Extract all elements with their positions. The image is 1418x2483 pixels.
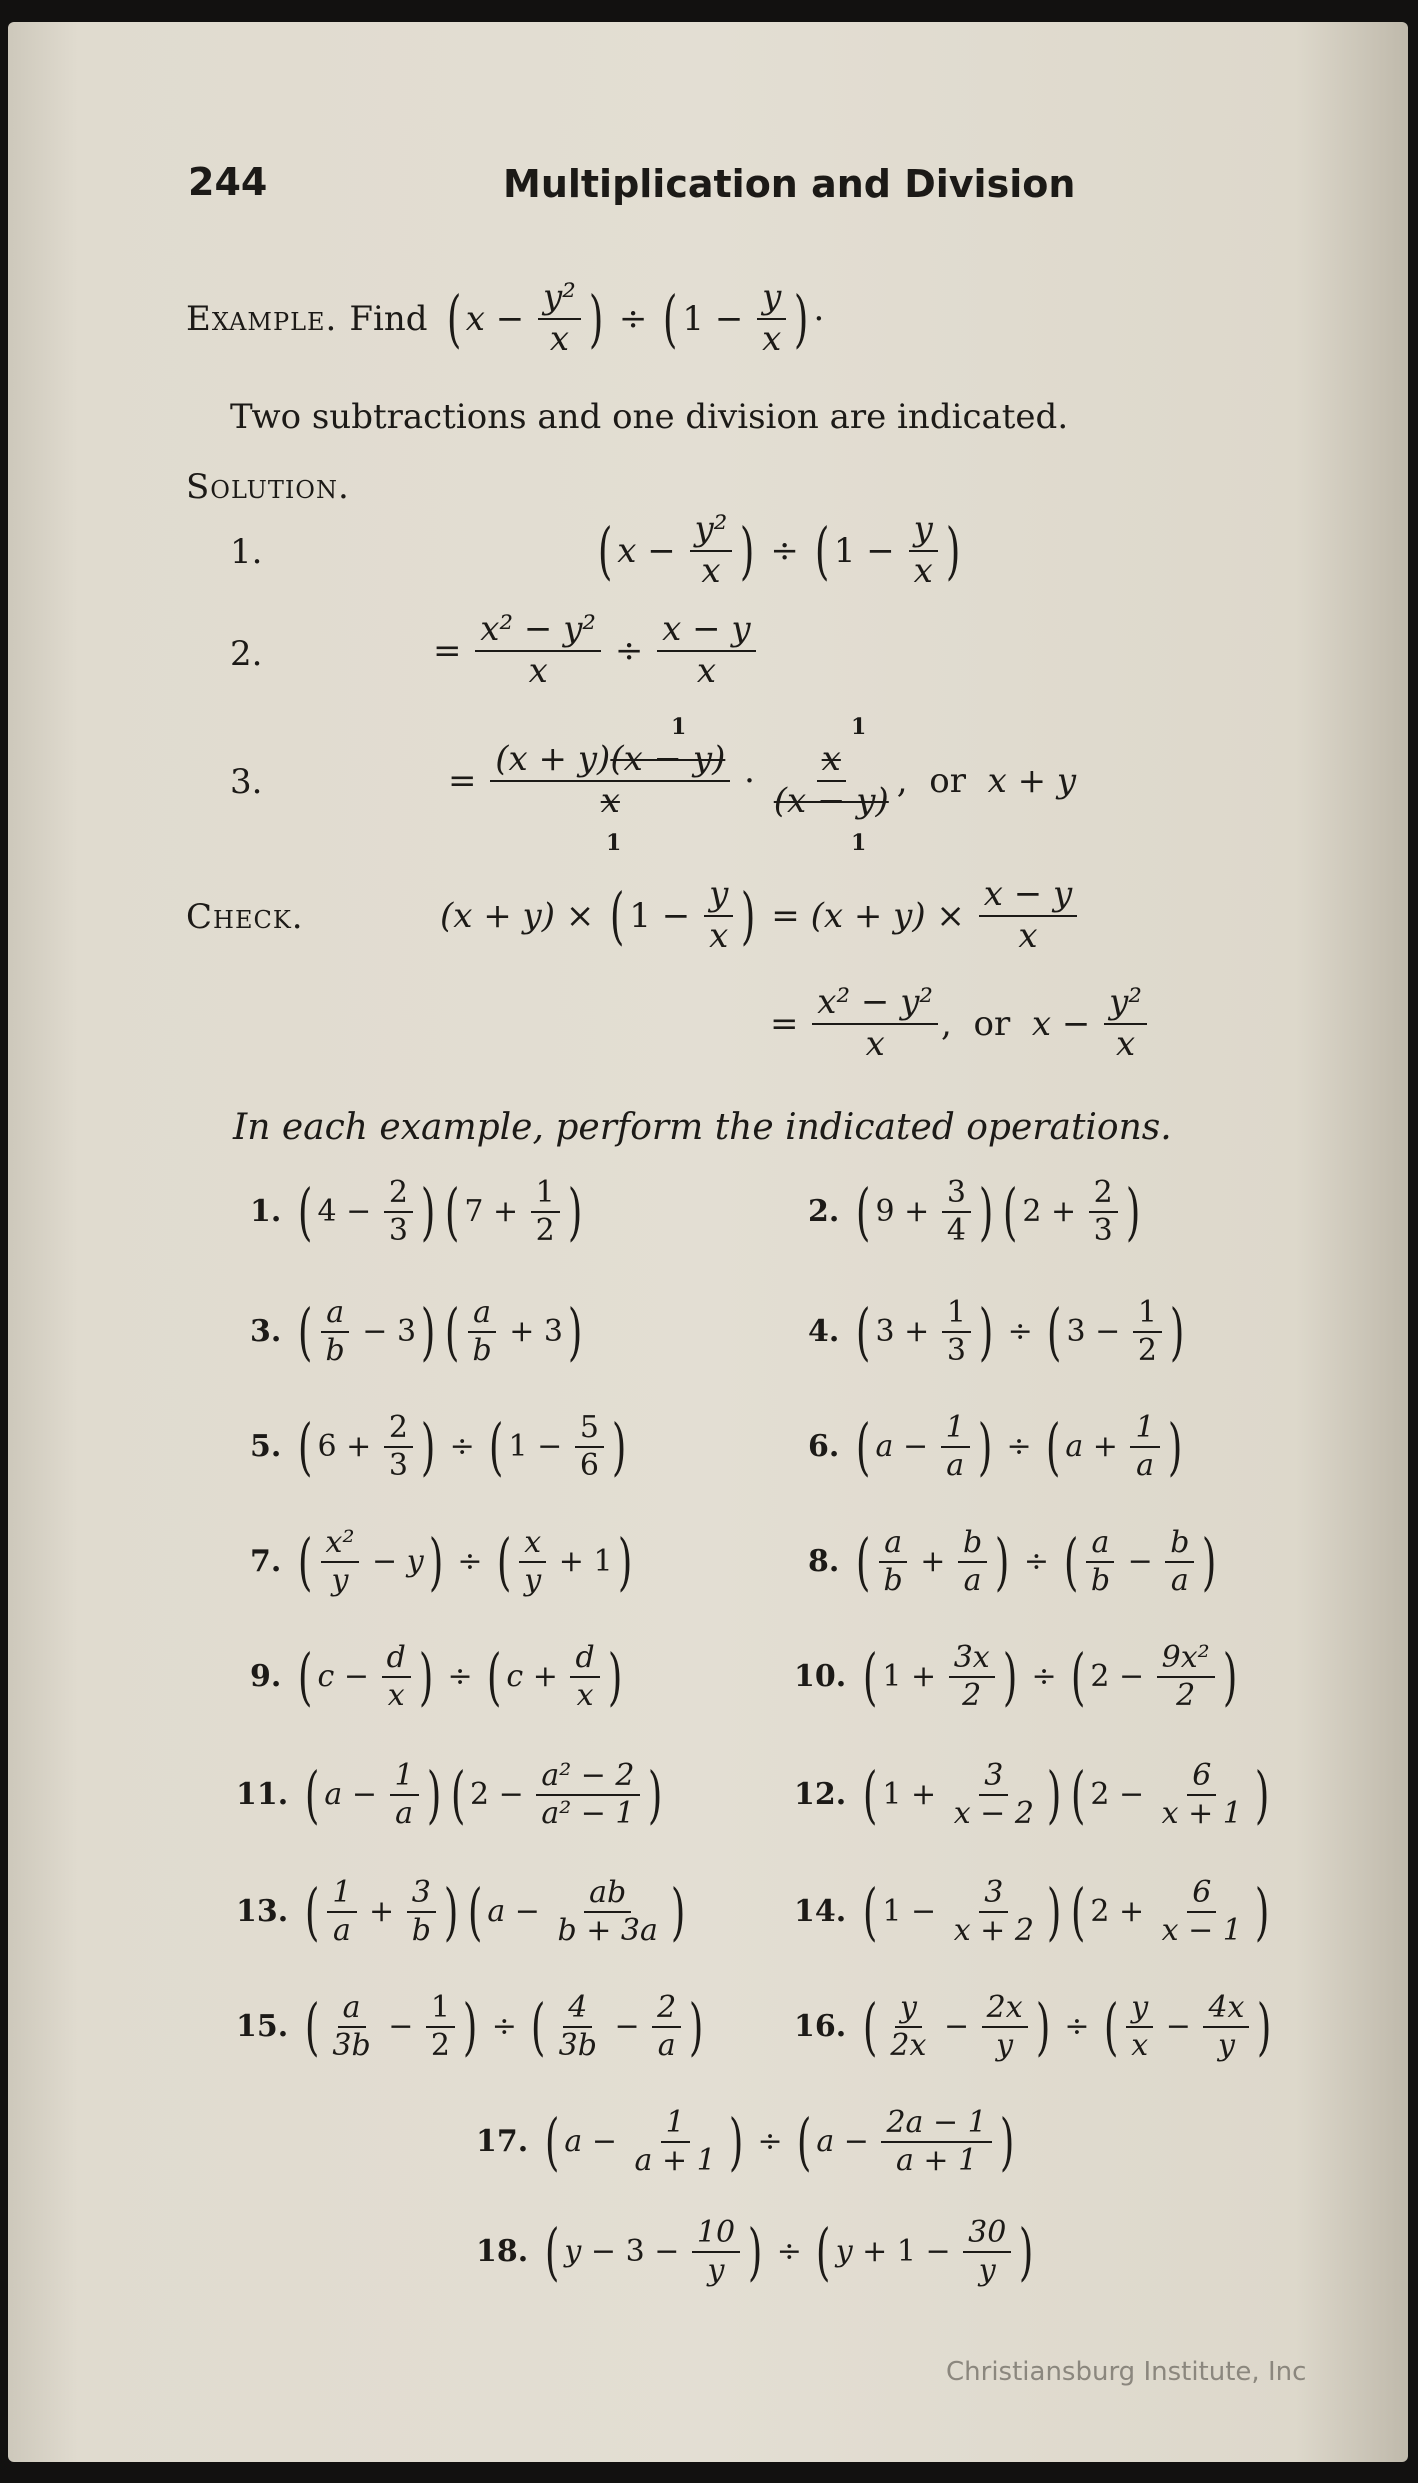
- exercise-item: 7. ( $\frac{\text{x²}}{y}$ − y ) ÷ ( $\frac{x}{y}$ + 1 ): [250, 1524, 632, 1598]
- exercise-item: 12. ( 1 + $\frac{3}{x - 2}$ ) ( 2 − $\frac{6}{x + 1}$ ): [794, 1757, 1270, 1831]
- exercise-item: 8. ( $\frac{a}{b}$ + $\frac{b}{a}$ ) ÷ ( $\frac{a}{b}$ − $\frac{b}{a}$ ): [808, 1524, 1217, 1598]
- or-word: or: [929, 760, 966, 801]
- exercise-item: 5. ( 6 + $\frac{2}{3}$ ) ÷ ( 1 − $\frac{5}{6}$ ): [250, 1409, 627, 1483]
- book-page: [8, 22, 1408, 2462]
- exercise-item: 9. ( c − $\frac{d}{x}$ ) ÷ ( c + $\frac{d}{x}$ ): [250, 1639, 623, 1713]
- exercise-item: 18. ( y − 3 − $\frac{10}{y}$ ) ÷ ( y + 1 − $\frac{30}{y}$ ): [476, 2214, 1034, 2288]
- exercise-item: 15. ( $\frac{a}{3b}$ − $\frac{1}{2}$ ) ÷ ( $\frac{4}{3b}$ − $\frac{2}{a}$ ): [236, 1989, 704, 2063]
- instruction: In each example, perform the indicated operations.: [233, 1107, 1172, 1148]
- example-find: Find: [349, 298, 428, 339]
- watermark: Christiansburg Institute, Inc: [946, 2357, 1307, 2387]
- solution-label: Solution.: [186, 467, 350, 507]
- cancel-mark: 1: [851, 830, 867, 856]
- exercise-item: 2. ( 9 + $\frac{3}{4}$ ) ( 2 + $\frac{2}{3}$ ): [808, 1174, 1141, 1248]
- step-expression: = $\frac{\text{x² − y²}}{x}$ ÷ $\frac{x - y}{x}$: [433, 612, 759, 689]
- check-expression: (x + y) × ( 1 − $\frac{y}{x}$ ) = (x + y) × $\frac{x - y}{x}$: [440, 877, 1080, 954]
- step-number: 3.: [230, 762, 263, 802]
- step-number: 1.: [230, 532, 263, 572]
- step-number: 2.: [230, 634, 263, 674]
- example-line: Example. Find ( x − $\frac{\text{y²}}{x}$ ) ÷ ( 1 − $\frac{y}{x}$ ) ·: [186, 277, 825, 359]
- cancel-mark: 1: [851, 714, 867, 740]
- page-title: Multiplication and Division: [503, 162, 1076, 206]
- exercise-item: 10. ( 1 + $\frac{3x}{2}$ ) ÷ ( 2 − $\frac{\text{9x²}}{2}$ ): [794, 1639, 1238, 1713]
- check-label: Check.: [186, 897, 304, 937]
- exercise-item: 17. ( a − $\frac{1}{a + 1}$ ) ÷ ( a − $\frac{2a - 1}{a + 1}$ ): [476, 2104, 1015, 2178]
- exercise-item: 6. ( a − $\frac{1}{a}$ ) ÷ ( a + $\frac{1}{a}$ ): [808, 1409, 1182, 1483]
- intro-sentence: Two subtractions and one division are indicated.: [230, 397, 1069, 437]
- page-number: 244: [188, 160, 268, 204]
- exercise-item: 4. ( 3 + $\frac{1}{3}$ ) ÷ ( 3 − $\frac{1}{2}$ ): [808, 1294, 1185, 1368]
- exercise-item: 3. ( $\frac{a}{b}$ − 3 ) ( $\frac{a}{b}$ + 3 ): [250, 1294, 583, 1368]
- step-expression: = $\frac{(x + y)(x - y)}{x}$ · $\frac{x}{(x - y)}$ , or x + y: [448, 739, 1077, 821]
- step-expression: ( x − $\frac{\text{y²}}{x}$ ) ÷ ( 1 − $\frac{y}{x}$ ): [597, 509, 961, 591]
- check-result: = $\frac{\text{x² − y²}}{x}$ , or x − $\frac{\text{y²}}{x}$: [770, 985, 1150, 1062]
- or-word: or: [973, 1003, 1011, 1044]
- exercise-item: 13. ( $\frac{1}{a}$ + $\frac{3}{b}$ ) ( a − $\frac{ab}{b + 3a}$ ): [236, 1874, 686, 1948]
- exercise-item: 1. ( 4 − $\frac{2}{3}$ ) ( 7 + $\frac{1}{2}$ ): [250, 1174, 583, 1248]
- exercise-item: 11. ( a − $\frac{1}{a}$ ) ( 2 − $\frac{\text{a² − 2}}{\text{a² − 1}}$ ): [236, 1757, 662, 1831]
- exercise-item: 14. ( 1 − $\frac{3}{x + 2}$ ) ( 2 + $\frac{6}{x - 1}$ ): [794, 1874, 1270, 1948]
- cancel-mark: 1: [606, 830, 622, 856]
- example-label: Example.: [186, 298, 338, 339]
- exercise-item: 16. ( $\frac{y}{2x}$ − $\frac{2x}{y}$ ) ÷ ( $\frac{y}{x}$ − $\frac{4x}{y}$ ): [794, 1989, 1272, 2063]
- cancel-mark: 1: [671, 714, 687, 740]
